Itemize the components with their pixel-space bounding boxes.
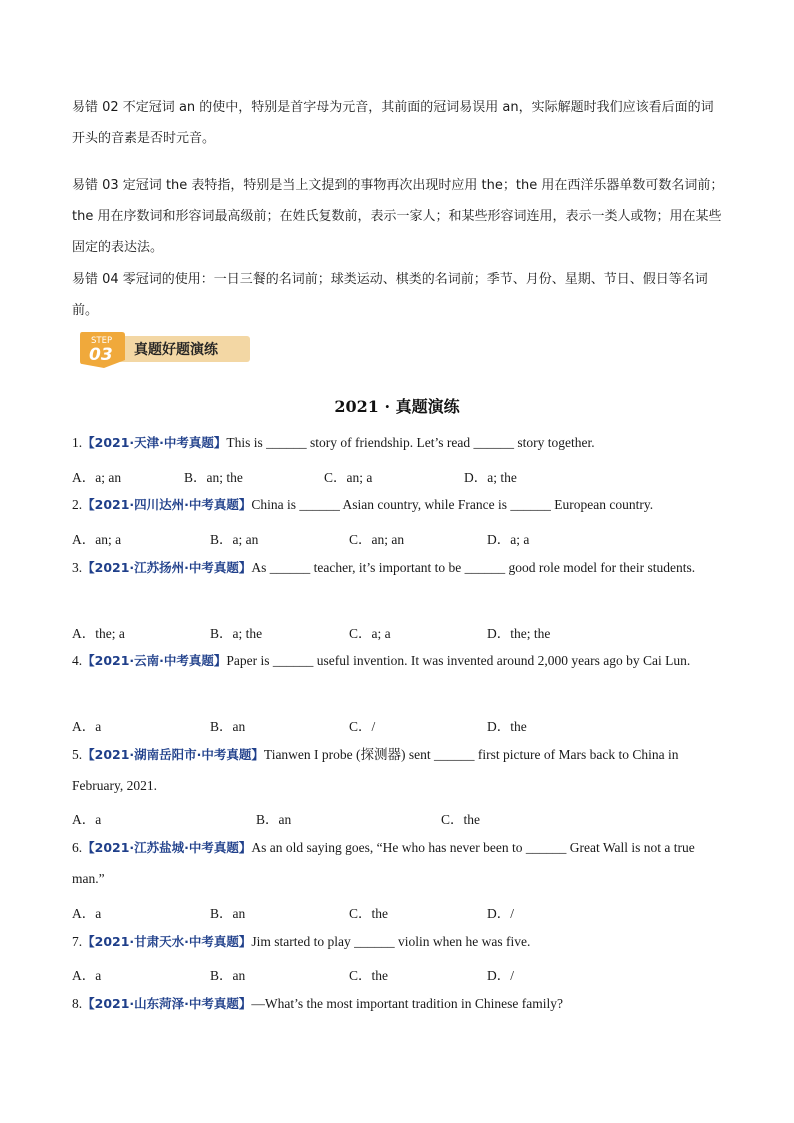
question-3: 3.【2021·江苏扬州·中考真题】As ______ teacher, it’s important to be ______ good role model for their students. (72, 560, 696, 575)
question-source: 【2021·云南·中考真题】 (82, 653, 227, 668)
option-c[interactable]: C．/ (349, 719, 376, 734)
option-d[interactable]: D．a; a (487, 532, 530, 547)
option-b[interactable]: B．an; the (184, 470, 243, 485)
step-banner (78, 330, 250, 370)
question-2: 2.【2021·四川达州·中考真题】China is ______ Asian country, while France is ______ European country. (72, 497, 654, 512)
question-source: 【2021·甘肃天水·中考真题】 (82, 934, 252, 949)
question-source: 【2021·江苏扬州·中考真题】 (82, 560, 252, 575)
step-label: STEP (91, 336, 113, 346)
option-a[interactable]: A．an; a (72, 532, 122, 547)
question-source: 【2021·四川达州·中考真题】 (82, 497, 252, 512)
option-a[interactable]: A．the; a (72, 626, 125, 641)
question-source: 【2021·湖南岳阳市·中考真题】 (82, 747, 264, 762)
note-02: 易错 02 不定冠词 an 的使中，特别是首字母为元音，其前面的冠词易误用 an，实际解题时我们应该看后面的词开头的音素是否时元音。 (72, 100, 714, 146)
step-title: 真题好题演练 (134, 342, 218, 358)
option-d[interactable]: D．the; the (487, 626, 551, 641)
option-b[interactable]: B．an (256, 812, 292, 827)
option-b[interactable]: B．an (210, 968, 246, 983)
note-04: 易错 04 零冠词的使用：一日三餐的名词前；球类运动、棋类的名词前；季节、月份、星期、节日、假日等名词前。 (72, 272, 708, 318)
option-c[interactable]: C．a; a (349, 626, 391, 641)
question-source: 【2021·山东菏泽·中考真题】 (82, 996, 252, 1011)
option-d[interactable]: D．/ (487, 906, 514, 921)
question-7: 7.【2021·甘肃天水·中考真题】Jim started to play ______ violin when he was five. (72, 934, 531, 949)
option-b[interactable]: B．an (210, 906, 246, 921)
question-8: 8.【2021·山东菏泽·中考真题】—What’s the most important tradition in Chinese family? (72, 996, 563, 1011)
note-03: 易错 03 定冠词 the 表特指，特别是当上文提到的事物再次出现时应用 the；the 用在西洋乐器单数可数名词前；the 用在序数词和形容词最高级前；在姓氏复数前，表示一家人；和某些形容词连用，表示一类人或物；用在某些固定的表达法。 (72, 178, 724, 255)
option-a[interactable]: A．a (72, 968, 102, 983)
option-a[interactable]: A．a (72, 906, 102, 921)
option-c[interactable]: C．an; an (349, 532, 405, 547)
option-c[interactable]: C．the (349, 906, 388, 921)
option-b[interactable]: B．a; an (210, 532, 259, 547)
question-1: 1.【2021·天津·中考真题】This is ______ story of friendship. Let’s read ______ story together. (72, 435, 595, 450)
question-5: 5.【2021·湖南岳阳市·中考真题】Tianwen I probe (探测器) sent ______ first picture of Mars back to China in February, 2021. (72, 747, 679, 793)
option-c[interactable]: C．an; a (324, 470, 373, 485)
option-d[interactable]: D．the (487, 719, 527, 734)
question-source: 【2021·江苏盐城·中考真题】 (82, 840, 252, 855)
option-c[interactable]: C．the (441, 812, 480, 827)
option-d[interactable]: D．a; the (464, 470, 517, 485)
option-a[interactable]: A．a (72, 719, 102, 734)
option-d[interactable]: D．/ (487, 968, 514, 983)
option-c[interactable]: C．the (349, 968, 388, 983)
option-a[interactable]: A．a; an (72, 470, 122, 485)
step-number: 03 (89, 345, 113, 365)
question-6: 6.【2021·江苏盐城·中考真题】As an old saying goes, “He who has never been to ______ Great Wall is not a true man.” (72, 840, 695, 886)
option-b[interactable]: B．a; the (210, 626, 263, 641)
section-title: 2021 · 真题演练 (334, 397, 460, 416)
question-source: 【2021·天津·中考真题】 (82, 435, 227, 450)
option-b[interactable]: B．an (210, 719, 246, 734)
question-4: 4.【2021·云南·中考真题】Paper is ______ useful invention. It was invented around 2,000 years ago by Cai Lun. (72, 653, 691, 668)
option-a[interactable]: A．a (72, 812, 102, 827)
step-badge-icon (78, 330, 126, 370)
